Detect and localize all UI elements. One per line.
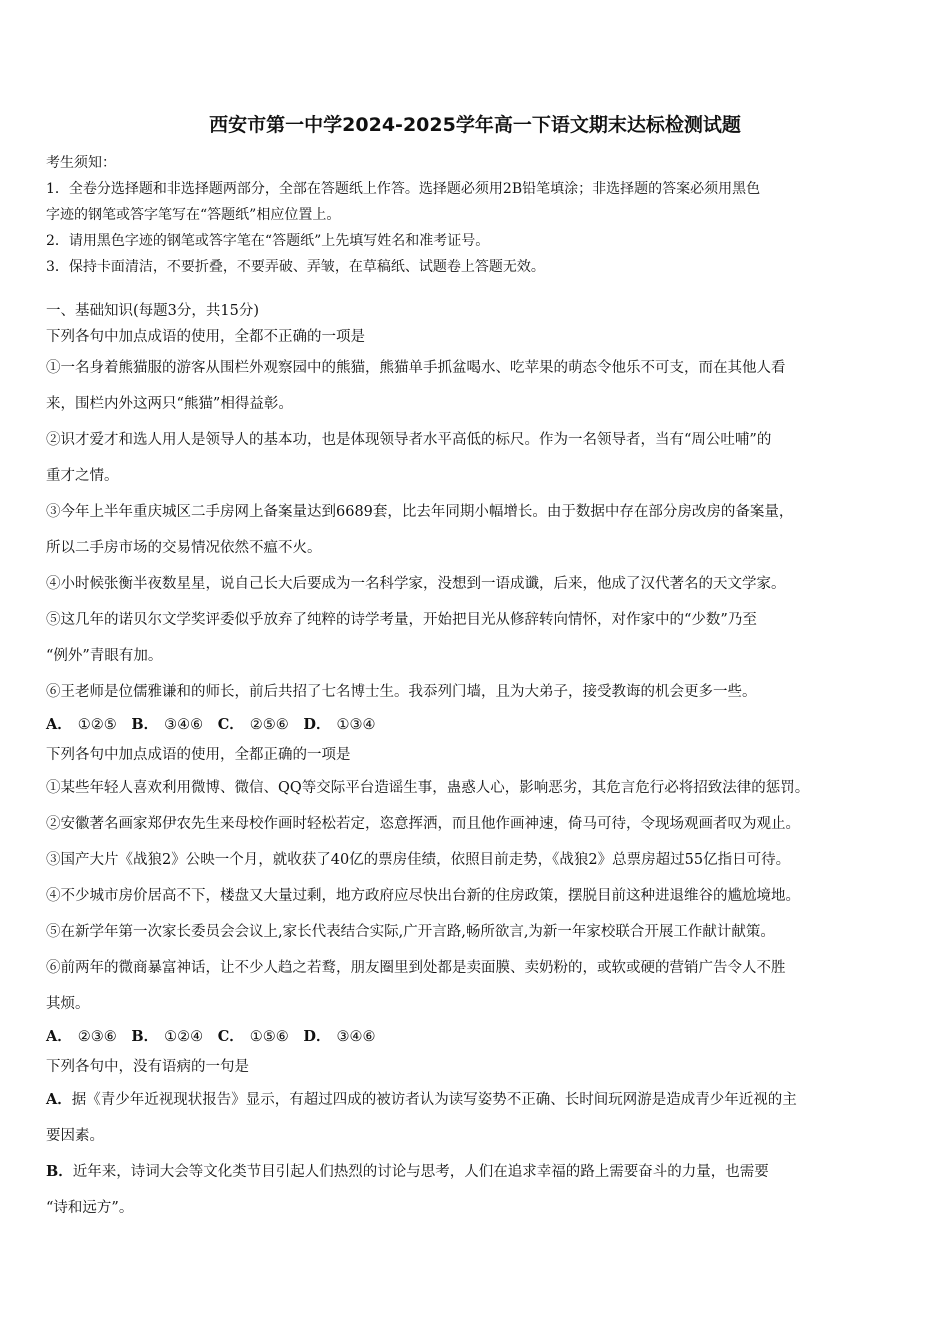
option-text: ①②④ xyxy=(164,1029,204,1045)
option-label: C． xyxy=(217,716,244,733)
page-title: 西安市第一中学2024-2025学年高一下语文期末达标检测试题 xyxy=(209,114,741,136)
notice-line: 1．全卷分选择题和非选择题两部分，全部在答题纸上作答。选择题必须用2B铅笔填涂；非选择题的答案必须用黑色 xyxy=(46,181,761,197)
question-1-line: ④小时候张衡半夜数星星，说自己长大后要成为一名科学家，没想到一语成谶，后来，他成了汉代著名的天文学家。 xyxy=(46,576,786,592)
option-label: A． xyxy=(46,1028,72,1045)
option-text: ②⑤⑥ xyxy=(249,717,289,733)
option-label: D． xyxy=(303,716,331,733)
option-label: D． xyxy=(303,1028,331,1045)
question-1-stem: 下列各句中加点成语的使用，全都不正确的一项是 xyxy=(46,329,365,345)
option-label: B． xyxy=(46,1163,73,1180)
notice-heading: 考生须知： xyxy=(46,155,116,171)
question-2-options xyxy=(46,1022,914,1052)
option-label: B． xyxy=(131,1028,159,1045)
question-2-line: ②安徽著名画家郑伊农先生来母校作画时轻松若定，恣意挥洒，而且他作画神速，倚马可待，令现场观画者叹为观止。 xyxy=(46,816,800,832)
question-1-line: 重才之情。 xyxy=(46,468,119,484)
option-text: ①②⑤ xyxy=(77,717,117,733)
option-label: A． xyxy=(46,716,72,733)
notice-line: 3．保持卡面清洁，不要折叠，不要弄破、弄皱，在草稿纸、试题卷上答题无效。 xyxy=(46,259,545,275)
option-label: A． xyxy=(46,1091,72,1108)
question-1-line: ②识才爱才和选人用人是领导人的基本功，也是体现领导者水平高低的标尺。作为一名领导者，当有“周公吐哺”的 xyxy=(46,432,772,448)
option-label: B． xyxy=(131,716,159,733)
notice-line: 2．请用黑色字迹的钢笔或答字笔在“答题纸”上先填写姓名和准考证号。 xyxy=(46,233,490,249)
question-2-line: 其烦。 xyxy=(46,996,90,1012)
section-basic-knowledge xyxy=(46,298,914,1226)
question-3-line xyxy=(46,1082,914,1118)
option-text: “诗和远方”。 xyxy=(46,1200,134,1216)
question-3-stem: 下列各句中，没有语病的一句是 xyxy=(46,1059,249,1075)
option-text: 要因素。 xyxy=(46,1128,104,1144)
option-text: ①③④ xyxy=(336,717,376,733)
question-1-line: 来，围栏内外这两只“熊猫”相得益彰。 xyxy=(46,396,293,412)
question-3-line xyxy=(46,1154,914,1190)
option-text: 据《青少年近视现状报告》显示，有超过四成的被访者认为读写姿势不正确、长时间玩网游是造成青少年近视的主 xyxy=(71,1092,797,1108)
question-1-line: ①一名身着熊猫服的游客从围栏外观察园中的熊猫，熊猫单手抓盆喝水、吃苹果的萌态令他乐不可支，而在其他人看 xyxy=(46,360,786,376)
section-heading: 一、基础知识(每题3分，共15分) xyxy=(46,303,259,319)
question-3-line xyxy=(46,1118,914,1154)
option-text: ③④⑥ xyxy=(164,717,204,733)
question-2-line: ③国产大片《战狼2》公映一个月，就收获了40亿的票房佳绩，依照目前走势，《战狼2》总票房超过55亿指日可待。 xyxy=(46,852,791,868)
option-text: 近年来，诗词大会等文化类节目引起人们热烈的讨论与思考，人们在追求幸福的路上需要奋斗的力量，也需要 xyxy=(72,1164,769,1180)
question-3-line xyxy=(46,1190,914,1226)
question-2-line: ⑤在新学年第一次家长委员会会议上,家长代表结合实际,广开言路,畅所欲言,为新一年家校联合开展工作献计献策。 xyxy=(46,924,775,940)
option-text: ②③⑥ xyxy=(77,1029,117,1045)
exam-notice xyxy=(46,150,906,280)
option-text: ①⑤⑥ xyxy=(249,1029,289,1045)
question-2-line: ④不少城市房价居高不下，楼盘又大量过剩，地方政府应尽快出台新的住房政策，摆脱目前这种进退维谷的尴尬境地。 xyxy=(46,888,800,904)
question-1-line: “例外”青眼有加。 xyxy=(46,648,163,664)
question-2-stem: 下列各句中加点成语的使用，全都正确的一项是 xyxy=(46,747,351,763)
question-2-line: ①某些年轻人喜欢利用微博、微信、QQ等交际平台造谣生事，蛊惑人心，影响恶劣，其危言危行必将招致法律的惩罚。 xyxy=(46,780,810,796)
question-1-options xyxy=(46,710,914,740)
question-1-line: 所以二手房市场的交易情况依然不瘟不火。 xyxy=(46,540,322,556)
question-1-line: ③今年上半年重庆城区二手房网上备案量达到6689套，比去年同期小幅增长。由于数据中存在部分房改房的备案量， xyxy=(46,504,794,520)
question-2-line: ⑥前两年的微商暴富神话，让不少人趋之若鹜，朋友圈里到处都是卖面膜、卖奶粉的，或软或硬的营销广告令人不胜 xyxy=(46,960,786,976)
option-label: C． xyxy=(217,1028,244,1045)
question-1-line: ⑥王老师是位儒雅谦和的师长，前后共招了七名博士生。我忝列门墙，且为大弟子，接受教诲的机会更多一些。 xyxy=(46,684,757,700)
notice-line: 字迹的钢笔或答字笔写在“答题纸”相应位置上。 xyxy=(46,207,341,223)
question-1-line: ⑤这几年的诺贝尔文学奖评委似乎放弃了纯粹的诗学考量，开始把目光从修辞转向情怀，对作家中的“少数”乃至 xyxy=(46,612,757,628)
option-text: ③④⑥ xyxy=(336,1029,376,1045)
